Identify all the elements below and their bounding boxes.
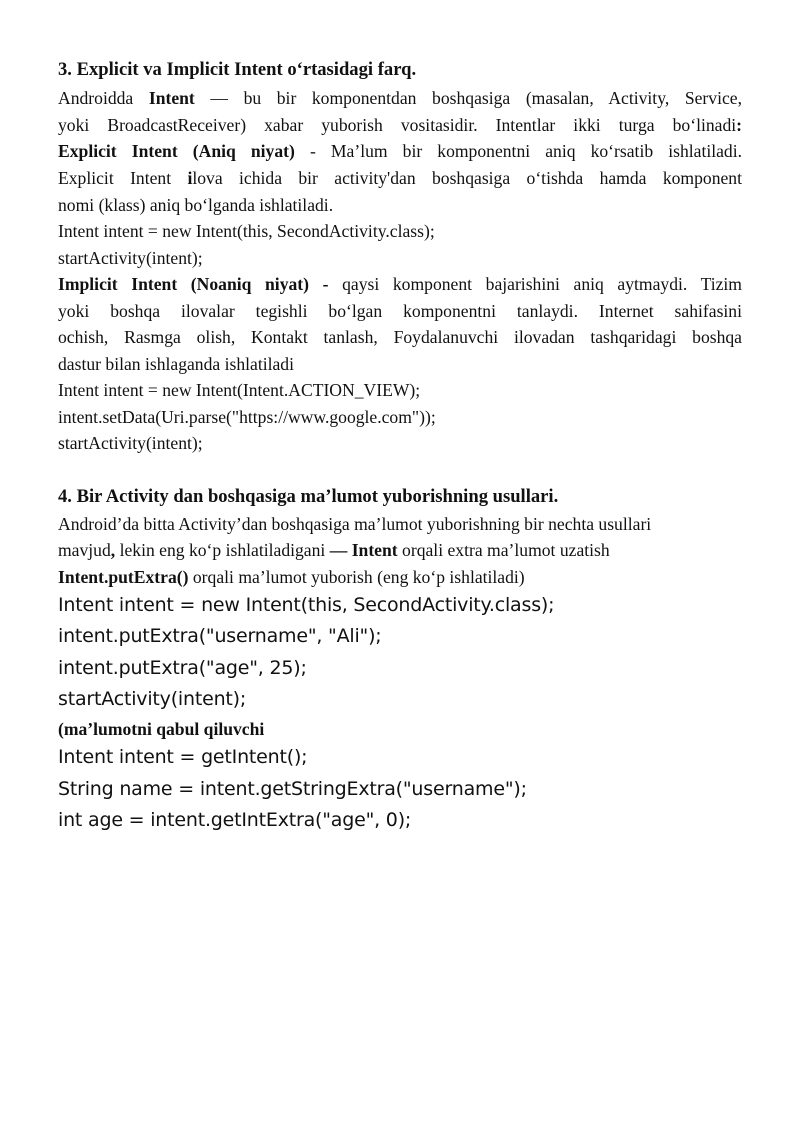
receive-code-line: String name = intent.getStringExtra("username"); [58, 778, 527, 800]
putextra-line [58, 564, 742, 591]
send-code-line: startActivity(intent); [58, 688, 247, 710]
implicit-code-line: intent.setData(Uri.parse("https://www.google.com")); [58, 407, 436, 427]
section-3-heading: 3. Explicit va Implicit Intent o‘rtasidagi farq. [58, 59, 417, 80]
implicit-code-line: Intent intent = new Intent(Intent.ACTION_VIEW); [58, 380, 421, 400]
receive-code-line: int age = intent.getIntExtra("age", 0); [58, 809, 412, 831]
text-run: Androidda [58, 88, 149, 108]
text-run: yoki BroadcastReceiver) xabar yuborish vositasidir. Intentlar ikki turga bo‘linadi [58, 115, 737, 135]
section-4-intro-line-2 [58, 537, 742, 564]
explicit-intent-line-2 [58, 165, 742, 192]
explicit-intent-line-3: nomi (klass) aniq bo‘lganda ishlatiladi. [58, 195, 334, 215]
implicit-intent-term: Implicit Intent (Noaniq niyat) [58, 274, 310, 294]
section-3-intro-line-1 [58, 85, 742, 112]
explicit-intent-line-1 [58, 138, 742, 165]
section-4-intro-line-1: Android’da bitta Activity’dan boshqasiga ma’lumot yuborishning bir nechta usullari [58, 514, 652, 534]
text-run: mavjud [58, 540, 111, 560]
section-3-intro-line-2 [58, 112, 742, 139]
text-run: lekin eng ko‘p ishlatiladigani [115, 540, 330, 560]
send-code-line: intent.putExtra("age", 25); [58, 657, 307, 679]
text-run: orqali extra ma’lumot uzatish [397, 540, 610, 560]
implicit-intent-line-4: dastur bilan ishlaganda ishlatiladi [58, 354, 294, 374]
colon-mark: : [736, 115, 742, 135]
section-4-heading: 4. Bir Activity dan boshqasiga ma’lumot yuborishning usullari. [58, 486, 559, 507]
implicit-intent-line-3: ochish, Rasmga olish, Kontakt tanlash, Foydalanuvchi ilovadan tashqaridagi boshqa [58, 327, 742, 347]
intent-term: — Intent [329, 540, 398, 560]
text-run: Explicit Intent [58, 168, 188, 188]
send-code-line: Intent intent = new Intent(this, SecondActivity.class); [58, 594, 555, 616]
text-run: qaysi komponent bajarishini aniq aytmaydi. Tizim [342, 274, 742, 294]
intent-term: Intent [148, 88, 195, 108]
send-code-line: intent.putExtra("username", "Ali"); [58, 625, 382, 647]
putextra-term: Intent.putExtra() [58, 567, 189, 587]
text-run: lova ichida bir activity'dan boshqasiga o‘tishda hamda komponent [192, 168, 742, 188]
dash-mark: - [309, 274, 343, 294]
text-run: orqali ma’lumot yuborish (eng ko‘p ishlatiladi) [188, 567, 525, 587]
bold-letter: i [187, 168, 193, 188]
explicit-code-line: Intent intent = new Intent(this, SecondActivity.class); [58, 221, 435, 241]
implicit-intent-line-1 [58, 271, 742, 298]
explicit-intent-term: Explicit Intent (Aniq niyat) [58, 141, 295, 161]
comma-mark: , [110, 540, 116, 560]
receive-code-line: Intent intent = getIntent(); [58, 746, 308, 768]
implicit-code-line: startActivity(intent); [58, 433, 203, 453]
text-run: — bu bir komponentdan boshqasiga (masalan, Activity, Service, [194, 88, 742, 108]
implicit-intent-line-2: yoki boshqa ilovalar tegishli bo‘lgan komponentni tanlaydi. Internet sahifasini [58, 301, 742, 321]
text-run: - Ma’lum bir komponentni aniq ko‘rsatib ishlatiladi. [294, 141, 742, 161]
receiver-label: (ma’lumotni qabul qiluvchi [58, 719, 265, 739]
explicit-code-line: startActivity(intent); [58, 248, 203, 268]
